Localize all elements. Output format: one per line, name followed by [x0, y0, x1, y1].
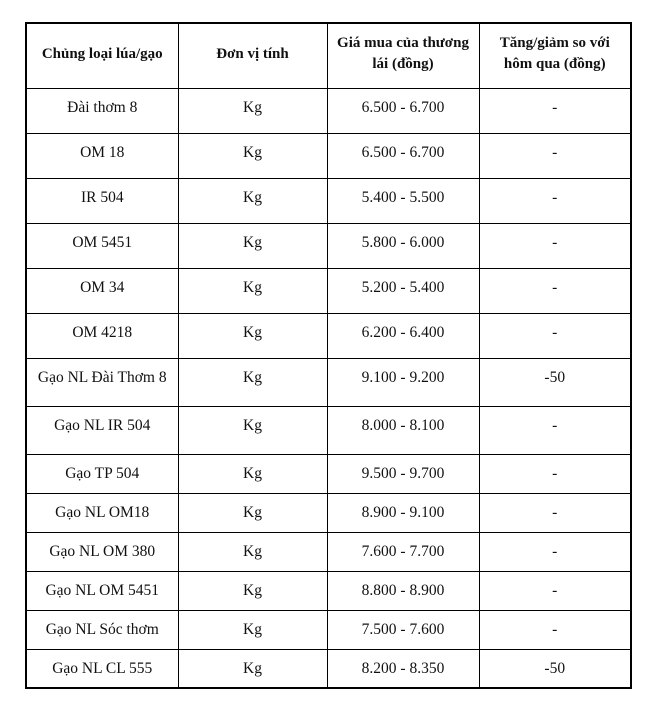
- cell-change: -50: [479, 358, 631, 406]
- cell-unit: Kg: [178, 178, 327, 223]
- cell-unit: Kg: [178, 313, 327, 358]
- cell-unit: Kg: [178, 406, 327, 454]
- cell-change: -: [479, 313, 631, 358]
- cell-price-range: 9.500 - 9.700: [327, 454, 479, 493]
- cell-unit: Kg: [178, 88, 327, 133]
- table-body: [26, 88, 631, 688]
- cell-change: -: [479, 178, 631, 223]
- table-row: [26, 454, 631, 493]
- cell-price-range: 6.200 - 6.400: [327, 313, 479, 358]
- cell-change: -: [479, 133, 631, 178]
- cell-rice-type: IR 504: [26, 178, 178, 223]
- rice-price-table: [25, 22, 632, 689]
- cell-price-range: 7.500 - 7.600: [327, 610, 479, 649]
- table-row: [26, 610, 631, 649]
- table-row: [26, 571, 631, 610]
- cell-rice-type: Gạo NL Sóc thơm: [26, 610, 178, 649]
- cell-change: -: [479, 571, 631, 610]
- cell-price-range: 5.400 - 5.500: [327, 178, 479, 223]
- header-unit-label: Đơn vị tính: [216, 45, 289, 62]
- header-change-vs-yesterday: [479, 23, 631, 88]
- table-row: [26, 223, 631, 268]
- cell-price-range: 5.200 - 5.400: [327, 268, 479, 313]
- cell-price-range: 8.000 - 8.100: [327, 406, 479, 454]
- cell-change: -: [479, 493, 631, 532]
- cell-unit: Kg: [178, 649, 327, 688]
- header-row: [26, 23, 631, 88]
- cell-change: -: [479, 406, 631, 454]
- header-rice-type: [26, 23, 178, 88]
- cell-change: -: [479, 88, 631, 133]
- cell-rice-type: Đài thơm 8: [26, 88, 178, 133]
- cell-change: -: [479, 268, 631, 313]
- table-row: [26, 313, 631, 358]
- header-trader-price-label: Giá mua của thương lái (đồng): [337, 35, 469, 72]
- cell-rice-type: Gạo NL OM 380: [26, 532, 178, 571]
- table-row: [26, 268, 631, 313]
- cell-rice-type: Gạo TP 504: [26, 454, 178, 493]
- cell-unit: Kg: [178, 268, 327, 313]
- cell-unit: Kg: [178, 610, 327, 649]
- table-row: [26, 406, 631, 454]
- cell-price-range: 8.900 - 9.100: [327, 493, 479, 532]
- cell-price-range: 6.500 - 6.700: [327, 133, 479, 178]
- cell-rice-type: OM 34: [26, 268, 178, 313]
- table-row: [26, 649, 631, 688]
- cell-rice-type: OM 18: [26, 133, 178, 178]
- table-row: [26, 178, 631, 223]
- cell-unit: Kg: [178, 493, 327, 532]
- cell-change: -: [479, 610, 631, 649]
- table-row: [26, 88, 631, 133]
- header-trader-price: [327, 23, 479, 88]
- cell-unit: Kg: [178, 532, 327, 571]
- cell-change: -: [479, 532, 631, 571]
- cell-rice-type: Gạo NL OM18: [26, 493, 178, 532]
- cell-price-range: 7.600 - 7.700: [327, 532, 479, 571]
- cell-unit: Kg: [178, 358, 327, 406]
- cell-change: -: [479, 454, 631, 493]
- cell-price-range: 8.200 - 8.350: [327, 649, 479, 688]
- cell-rice-type: OM 5451: [26, 223, 178, 268]
- cell-unit: Kg: [178, 223, 327, 268]
- cell-unit: Kg: [178, 571, 327, 610]
- header-unit: [178, 23, 327, 88]
- cell-rice-type: Gạo NL IR 504: [26, 406, 178, 454]
- cell-rice-type: Gạo NL CL 555: [26, 649, 178, 688]
- header-rice-type-label: Chủng loại lúa/gạo: [41, 45, 163, 62]
- header-change-vs-yesterday-label: Tăng/giảm so với hôm qua (đồng): [499, 35, 610, 72]
- table-row: [26, 532, 631, 571]
- cell-change: -50: [479, 649, 631, 688]
- cell-unit: Kg: [178, 133, 327, 178]
- cell-price-range: 5.800 - 6.000: [327, 223, 479, 268]
- cell-price-range: 9.100 - 9.200: [327, 358, 479, 406]
- cell-price-range: 6.500 - 6.700: [327, 88, 479, 133]
- cell-rice-type: Gạo NL Đài Thơm 8: [26, 358, 178, 406]
- cell-change: -: [479, 223, 631, 268]
- cell-price-range: 8.800 - 8.900: [327, 571, 479, 610]
- cell-unit: Kg: [178, 454, 327, 493]
- table-row: [26, 358, 631, 406]
- table-row: [26, 493, 631, 532]
- cell-rice-type: Gạo NL OM 5451: [26, 571, 178, 610]
- table-row: [26, 133, 631, 178]
- cell-rice-type: OM 4218: [26, 313, 178, 358]
